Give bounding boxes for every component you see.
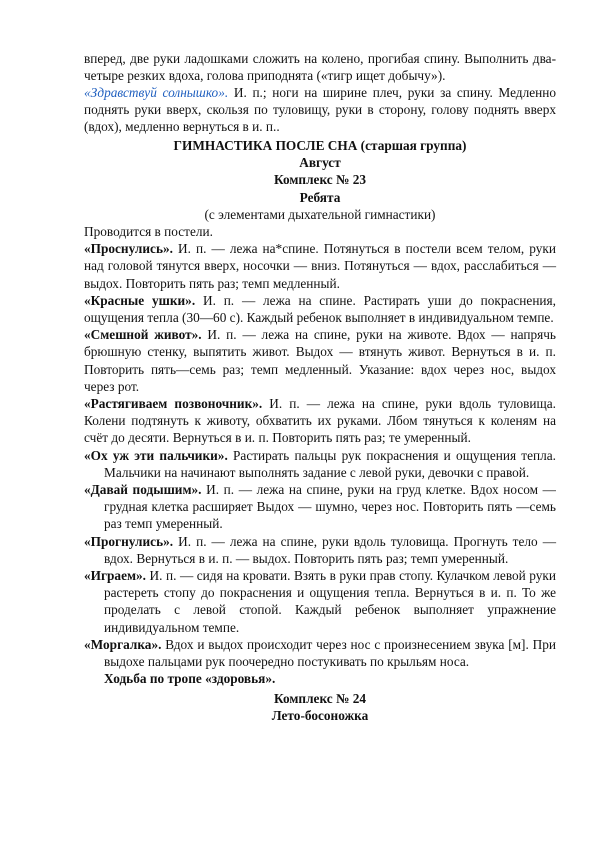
exercise-text: И. п. — лежа на спине, руки на животе. Вдох — напрячь брюшную стенку, выпятить живот. Выдох — втянуть живот. Вернуться в и. п. Повторить пять—семь раз; темп медленный. Указание: вдох через нос, выдох через рот. [84, 327, 556, 394]
section-title-group: (старшая группа) [357, 138, 467, 153]
exercise-item [84, 447, 556, 481]
audience-heading: Ребята [299, 189, 341, 205]
paragraph-continued: вперед, две руки ладошками сложить на колено, прогибая спину. Выполнить два-четыре резких вдоха, голова приподнята («тигр ищет добычу»). [84, 51, 556, 84]
exercise-text: Растирать пальцы рук покраснения и ощущения тепла. Мальчики на начинают выполнять задание с левой руки, девочки с правой. [104, 447, 556, 480]
exercise-title: «Здравствуй солнышко». [84, 85, 229, 100]
exercise-title: «Смешной живот». [84, 327, 202, 343]
paragraph-sun-exercise [84, 84, 556, 136]
exercise-title: «Проснулись». [84, 241, 173, 257]
exercise-item [84, 533, 556, 567]
exercise-text: И. п. — лежа на спине, руки вдоль туловища. Колени подтянуть к животу, обхватить их руками. Лбом тянуться к коленям на счёт до десяти. Вернуться в и. п. Повторить пять раз; те умеренный. [84, 396, 556, 446]
exercise-text: Вдох и выдох происходит через нос с произнесением звука [м]. При выдохе пальцами рук поочередно постукивать по крыльям носа. [104, 636, 556, 670]
exercise-text: И. п. — лежа на спине. Растирать уши до покраснения, ощущения тепла (30—60 с). Каждый ребенок выполняет в индивидуальном темпе. [84, 292, 556, 326]
exercise-item [84, 481, 556, 533]
complex-note: (с элементами дыхательной гимнастики) [204, 206, 436, 222]
section-title [84, 137, 556, 154]
exercise-text: И. п. — лежа на спине, руки вдоль туловища. Прогнуть тело — вдох. Вернуться в и. п. — выдох. Повторить пять раз; темп умеренный. [104, 533, 556, 566]
next-complex-heading: Комплекс № 24 [274, 690, 366, 706]
exercise-title: «Красные ушки». [84, 292, 196, 308]
exercise-text: И. п. — лежа на*спине. Потянуться в постели всем телом, руки над головой тянутся вверх, носочки — вниз. Потянуться — вдох, расслабиться — выдох. Повторить пять раз; темп медленный. [84, 241, 556, 291]
exercise-item [84, 240, 556, 292]
exercise-title: «Играем». [84, 568, 147, 584]
exercise-title: «Давай подышим». [84, 482, 202, 498]
exercise-text: И. п. — сидя на кровати. Взять в руки прав стопу. Кулачком левой руки растереть стопу до покраснения и ощущения тепла. Вернуться в и. п. То же проделать с левой стопой. Каждый ребенок выполняет упражнение индивидуальном темпе. [104, 568, 556, 635]
exercise-title: «Ох уж эти пальчики». [84, 447, 228, 463]
exercise-item [84, 395, 556, 447]
exercise-title: «Прогнулись». [84, 533, 174, 549]
next-title-heading: Лето-босоножка [271, 707, 369, 723]
exercise-list [84, 240, 556, 670]
document-page [84, 50, 556, 724]
complex-heading: Комплекс № 23 [274, 172, 366, 188]
month-heading: Август [299, 155, 341, 171]
exercise-item [84, 292, 556, 326]
exercise-title: «Растягиваем позвоночник». [84, 396, 263, 412]
exercise-title: «Моргалка». [84, 636, 162, 652]
exercise-item [84, 567, 556, 636]
exercise-item [84, 636, 556, 670]
exercise-text: И. п.; ноги на ширине плеч, руки за спину. Медленно поднять руки вверх, скользя по туловищу, руки в сторону, голову поднять вверх (вдох), медленно вернуться в и. п.. [84, 85, 556, 135]
exercise-text: И. п. — лежа на спине, руки на груд клетке. Вдох носом — грудная клетка расширяет Выдох — шумно, через нос. Повторить пять —семь раз темп умеренный. [104, 482, 556, 532]
exercise-item [84, 326, 556, 395]
walk-text: Ходьба по тропе «здоровья». [104, 671, 276, 687]
intro-text: Проводится в постели. [84, 224, 213, 240]
section-title-main: ГИМНАСТИКА ПОСЛЕ СНА [173, 138, 358, 153]
